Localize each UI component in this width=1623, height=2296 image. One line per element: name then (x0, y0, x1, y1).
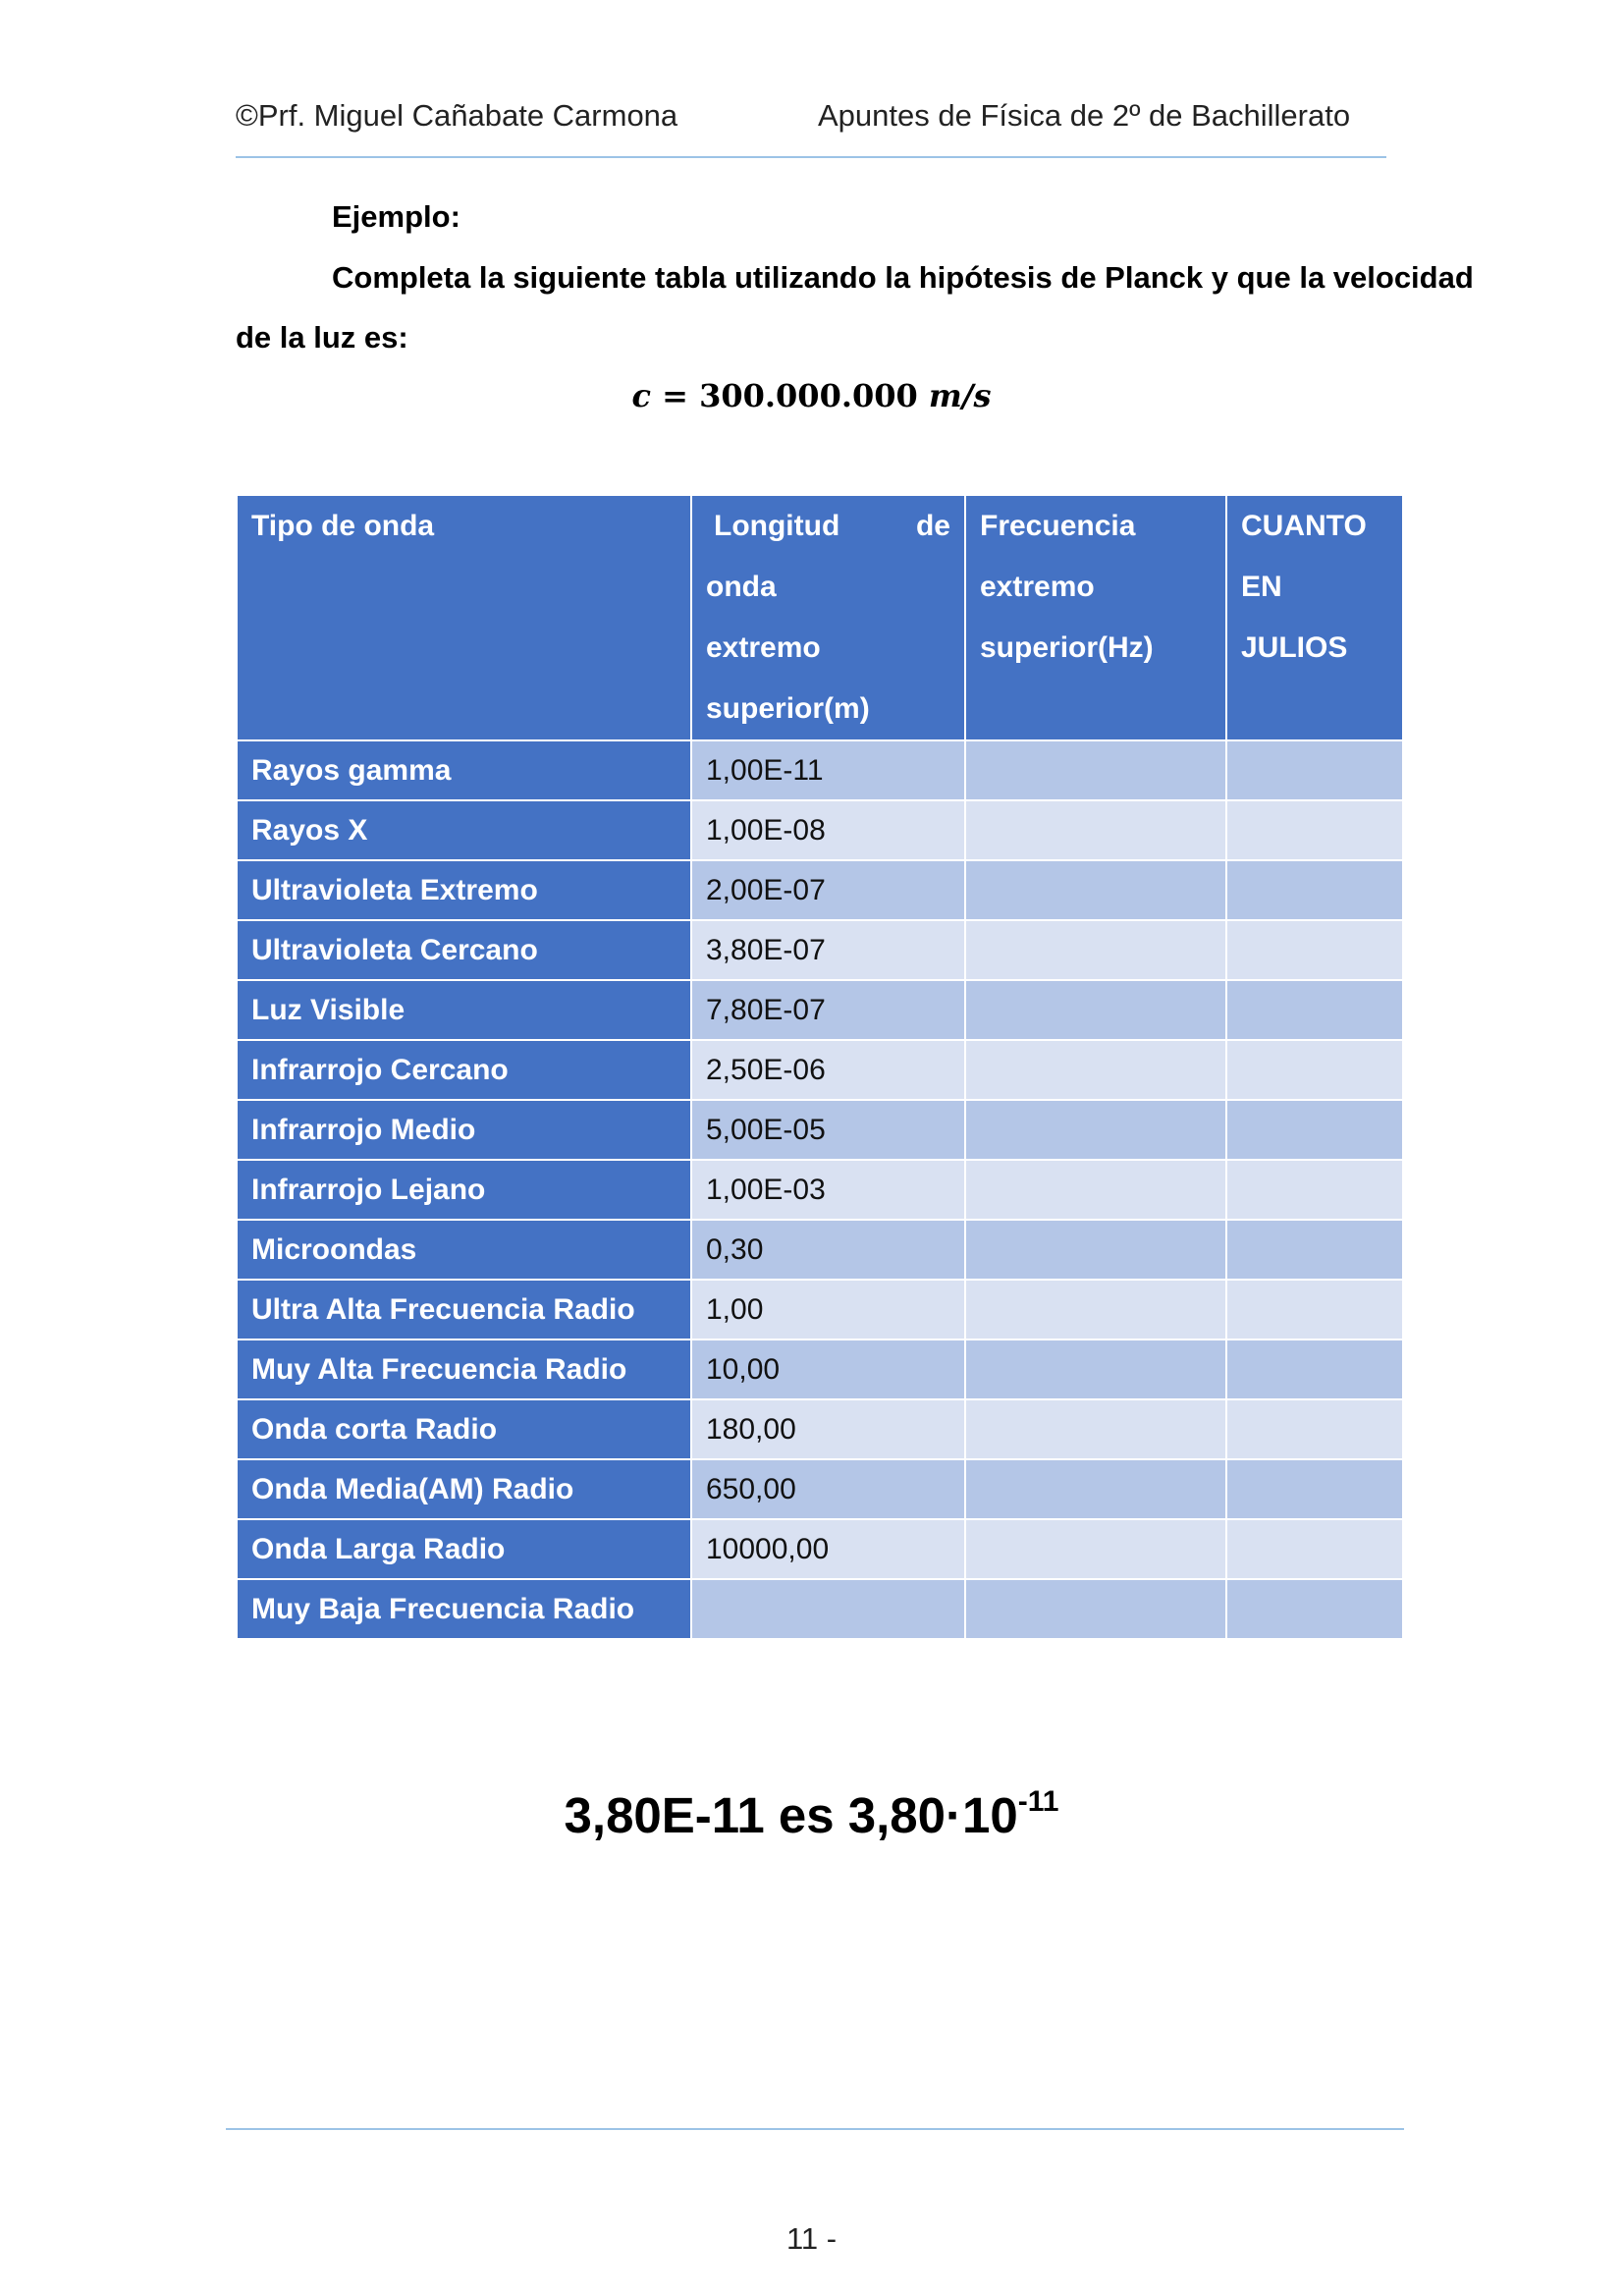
table-row (237, 980, 1403, 1040)
wave-table (236, 494, 1404, 1640)
row-wave-type: Muy Alta Frecuencia Radio (237, 1339, 691, 1399)
row-wavelength: 2,00E-07 (691, 860, 965, 920)
row-quantum (1226, 740, 1403, 800)
note-text: 3,80E-11 es 3,80·10 (564, 1787, 1018, 1843)
row-frequency (965, 1399, 1226, 1459)
row-frequency (965, 1459, 1226, 1519)
formula-equation: = 300.000.000 (651, 377, 929, 414)
row-frequency (965, 860, 1226, 920)
table-row (237, 740, 1403, 800)
row-wavelength: 650,00 (691, 1459, 965, 1519)
table-row (237, 1040, 1403, 1100)
row-wavelength: 1,00 (691, 1280, 965, 1339)
row-frequency (965, 1579, 1226, 1639)
header-subject: Apuntes de Física de 2º de Bachillerato (818, 98, 1351, 133)
row-quantum (1226, 1160, 1403, 1220)
row-quantum (1226, 1280, 1403, 1339)
header-wavelength-line3: extremo (706, 631, 821, 664)
row-wavelength: 1,00E-08 (691, 800, 965, 860)
row-quantum (1226, 920, 1403, 980)
row-wave-type: Ultravioleta Extremo (237, 860, 691, 920)
row-wavelength: 180,00 (691, 1399, 965, 1459)
formula-variable: c (631, 377, 651, 414)
row-wavelength: 10,00 (691, 1339, 965, 1399)
page-number: 11 - (785, 2221, 838, 2256)
row-wave-type: Infrarrojo Lejano (237, 1160, 691, 1220)
row-frequency (965, 740, 1226, 800)
table-row (237, 1220, 1403, 1280)
row-wavelength (691, 1579, 965, 1639)
table-row (237, 920, 1403, 980)
table-row (237, 1100, 1403, 1160)
header-wavelength-line4: superior(m) (706, 692, 870, 725)
row-wave-type: Rayos X (237, 800, 691, 860)
header-rule (236, 156, 1386, 158)
row-quantum (1226, 1040, 1403, 1100)
header-wave-type: Tipo de onda (237, 495, 691, 740)
row-frequency (965, 1519, 1226, 1579)
header-wavelength (691, 495, 965, 740)
row-quantum (1226, 1339, 1403, 1399)
row-frequency (965, 1100, 1226, 1160)
row-frequency (965, 1220, 1226, 1280)
row-quantum (1226, 1519, 1403, 1579)
table-row (237, 800, 1403, 860)
instruction-line-2: de la luz es: (236, 320, 408, 355)
table-row (237, 1399, 1403, 1459)
table-header-row (237, 495, 1403, 740)
row-quantum (1226, 1579, 1403, 1639)
row-quantum (1226, 1459, 1403, 1519)
example-label: Ejemplo: (332, 199, 460, 234)
row-wavelength: 7,80E-07 (691, 980, 965, 1040)
row-wavelength: 1,00E-11 (691, 740, 965, 800)
table-row (237, 1160, 1403, 1220)
row-quantum (1226, 860, 1403, 920)
table-row (237, 1519, 1403, 1579)
row-frequency (965, 1040, 1226, 1100)
row-wave-type: Luz Visible (237, 980, 691, 1040)
header-wavelength-line2: onda (706, 571, 777, 603)
formula-unit: m/s (928, 377, 992, 414)
row-wavelength: 1,00E-03 (691, 1160, 965, 1220)
row-frequency (965, 1160, 1226, 1220)
row-quantum (1226, 980, 1403, 1040)
table-row (237, 1339, 1403, 1399)
row-wave-type: Infrarrojo Medio (237, 1100, 691, 1160)
scientific-notation-note (0, 1785, 1623, 1844)
row-wave-type: Infrarrojo Cercano (237, 1040, 691, 1100)
row-wave-type: Rayos gamma (237, 740, 691, 800)
table-row (237, 860, 1403, 920)
row-frequency (965, 800, 1226, 860)
row-quantum (1226, 1399, 1403, 1459)
row-quantum (1226, 800, 1403, 860)
row-wavelength: 10000,00 (691, 1519, 965, 1579)
row-frequency (965, 1280, 1226, 1339)
note-exponent: -11 (1017, 1785, 1059, 1818)
row-wave-type: Onda corta Radio (237, 1399, 691, 1459)
row-wave-type: Microondas (237, 1220, 691, 1280)
header-wavelength-word1: Longitud (714, 510, 840, 542)
row-quantum (1226, 1100, 1403, 1160)
row-frequency (965, 920, 1226, 980)
header-quantum: CUANTO EN JULIOS (1226, 495, 1403, 740)
header-wavelength-word2: de (915, 510, 950, 542)
row-wave-type: Muy Baja Frecuencia Radio (237, 1579, 691, 1639)
row-quantum (1226, 1220, 1403, 1280)
row-wave-type: Ultravioleta Cercano (237, 920, 691, 980)
row-wavelength: 0,30 (691, 1220, 965, 1280)
row-wavelength: 3,80E-07 (691, 920, 965, 980)
header-frequency: Frecuencia extremo superior(Hz) (965, 495, 1226, 740)
row-wavelength: 2,50E-06 (691, 1040, 965, 1100)
row-frequency (965, 980, 1226, 1040)
row-wave-type: Onda Media(AM) Radio (237, 1459, 691, 1519)
row-frequency (965, 1339, 1226, 1399)
row-wavelength: 5,00E-05 (691, 1100, 965, 1160)
speed-of-light-formula (0, 377, 1623, 414)
table-row (237, 1280, 1403, 1339)
table-row (237, 1459, 1403, 1519)
footer-rule (226, 2128, 1404, 2130)
header-author: ©Prf. Miguel Cañabate Carmona (236, 98, 678, 133)
row-wave-type: Ultra Alta Frecuencia Radio (237, 1280, 691, 1339)
row-wave-type: Onda Larga Radio (237, 1519, 691, 1579)
table-row (237, 1579, 1403, 1639)
instruction-line-1: Completa la siguiente tabla utilizando la hipótesis de Planck y que la velocidad (332, 260, 1474, 295)
